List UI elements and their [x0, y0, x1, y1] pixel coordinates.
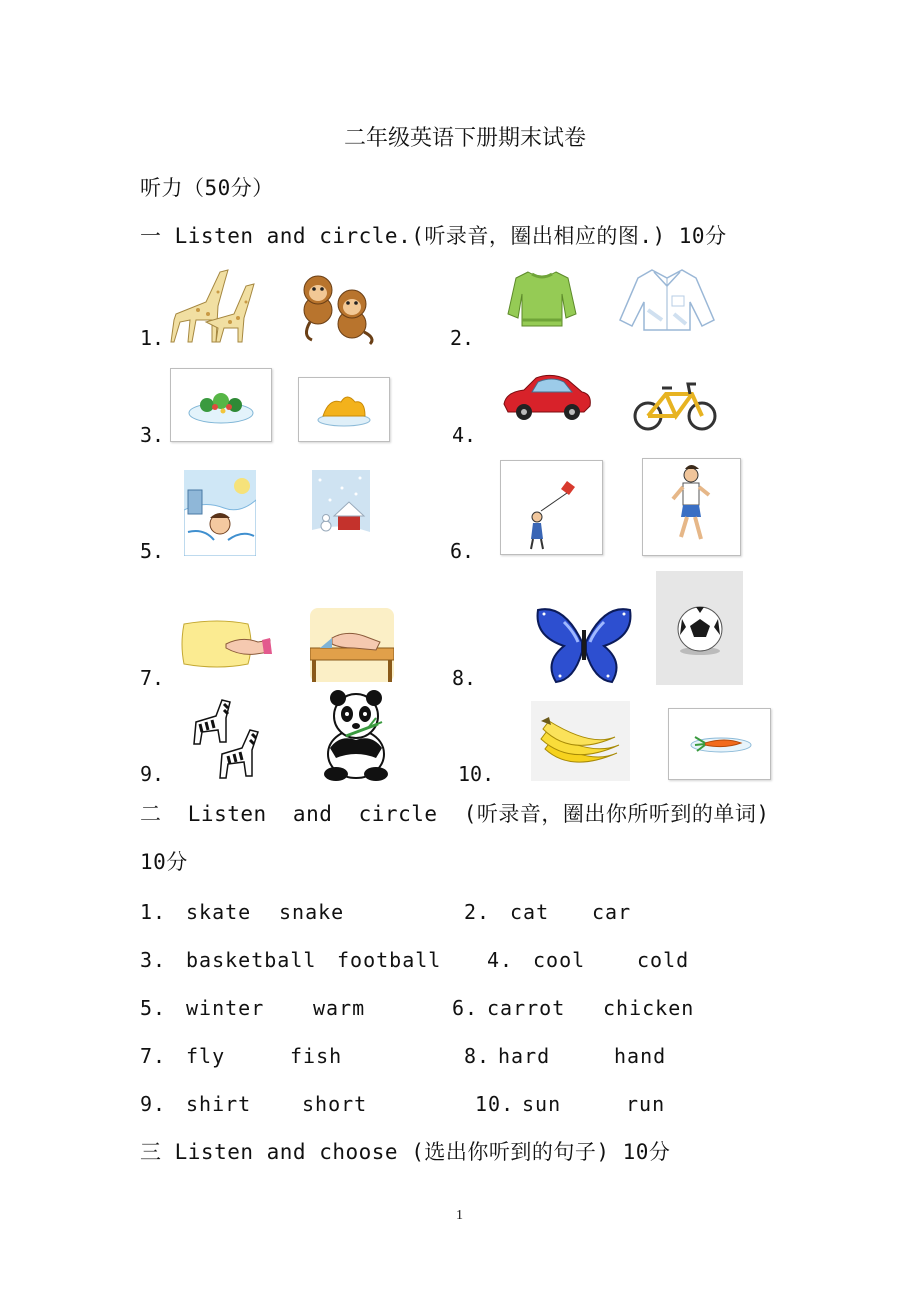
word-item-number: 10.: [475, 1092, 515, 1116]
word-item-number: 3.: [140, 948, 167, 972]
butterfly-picture[interactable]: [534, 602, 634, 686]
boy-running-picture[interactable]: [642, 458, 741, 556]
word-item-number: 9.: [140, 1092, 167, 1116]
word-option[interactable]: fly: [186, 1044, 226, 1068]
item-number: 8.: [452, 666, 477, 690]
item-number: 9.: [140, 762, 165, 786]
item-number: 1.: [140, 326, 165, 350]
hard-table-picture[interactable]: [310, 608, 394, 682]
car-picture[interactable]: [498, 372, 594, 422]
word-option[interactable]: hard: [498, 1044, 551, 1068]
soft-pillow-picture[interactable]: [178, 614, 272, 672]
shirt-picture[interactable]: [618, 266, 716, 332]
carrot-picture[interactable]: [668, 708, 771, 780]
word-option[interactable]: chicken: [603, 996, 695, 1020]
word-option[interactable]: warm: [313, 996, 366, 1020]
page-title: 二年级英语下册期末试卷: [344, 126, 587, 151]
word-item-number: 6.: [452, 996, 479, 1020]
section2-score: 10分: [140, 850, 188, 874]
word-option[interactable]: snake: [279, 900, 345, 924]
listening-header: 听力（50分）: [140, 176, 274, 200]
word-item-number: 7.: [140, 1044, 167, 1068]
section1-heading: 一 Listen and circle.(听录音，圈出相应的图.) 10分: [140, 224, 727, 248]
word-option[interactable]: winter: [186, 996, 265, 1020]
item-number: 3.: [140, 423, 165, 447]
word-option[interactable]: fish: [290, 1044, 343, 1068]
word-option[interactable]: carrot: [487, 996, 566, 1020]
zebras-picture[interactable]: [186, 692, 270, 784]
word-item-number: 8.: [464, 1044, 491, 1068]
word-option[interactable]: hand: [614, 1044, 667, 1068]
item-number: 7.: [140, 666, 165, 690]
word-option[interactable]: cold: [637, 948, 690, 972]
section3-heading: 三 Listen and choose (选出你听到的句子) 10分: [140, 1140, 671, 1164]
word-option[interactable]: car: [592, 900, 632, 924]
word-item-number: 4.: [487, 948, 514, 972]
word-option[interactable]: cat: [510, 900, 550, 924]
item-number: 2.: [450, 326, 475, 350]
word-item-number: 2.: [464, 900, 491, 924]
word-option[interactable]: run: [626, 1092, 666, 1116]
word-option[interactable]: shirt: [186, 1092, 252, 1116]
giraffes-picture[interactable]: [168, 262, 260, 344]
word-option[interactable]: football: [337, 948, 442, 972]
windy-weather-picture[interactable]: [184, 470, 256, 556]
word-item-number: 1.: [140, 900, 167, 924]
item-number: 4.: [452, 423, 477, 447]
salad-picture[interactable]: [170, 368, 272, 442]
snowy-house-picture[interactable]: [312, 470, 370, 554]
panda-picture[interactable]: [316, 688, 396, 782]
bananas-picture[interactable]: [531, 701, 630, 781]
item-number: 6.: [450, 539, 475, 563]
word-option[interactable]: basketball: [186, 948, 317, 972]
sweater-picture[interactable]: [506, 268, 578, 330]
item-number: 10.: [458, 762, 495, 786]
word-option[interactable]: skate: [186, 900, 252, 924]
monkeys-picture[interactable]: [296, 270, 378, 346]
word-option[interactable]: short: [302, 1092, 368, 1116]
section2-heading: 二 Listen and circle (听录音，圈出你所听到的单词): [140, 802, 770, 826]
bike-picture[interactable]: [632, 378, 718, 432]
page-number: 1: [456, 1208, 463, 1223]
word-option[interactable]: cool: [533, 948, 586, 972]
boy-flying-kite-picture[interactable]: [500, 460, 603, 555]
item-number: 5.: [140, 539, 165, 563]
word-item-number: 5.: [140, 996, 167, 1020]
word-option[interactable]: sun: [522, 1092, 562, 1116]
omelette-picture[interactable]: [298, 377, 390, 442]
football-picture[interactable]: [656, 571, 743, 685]
